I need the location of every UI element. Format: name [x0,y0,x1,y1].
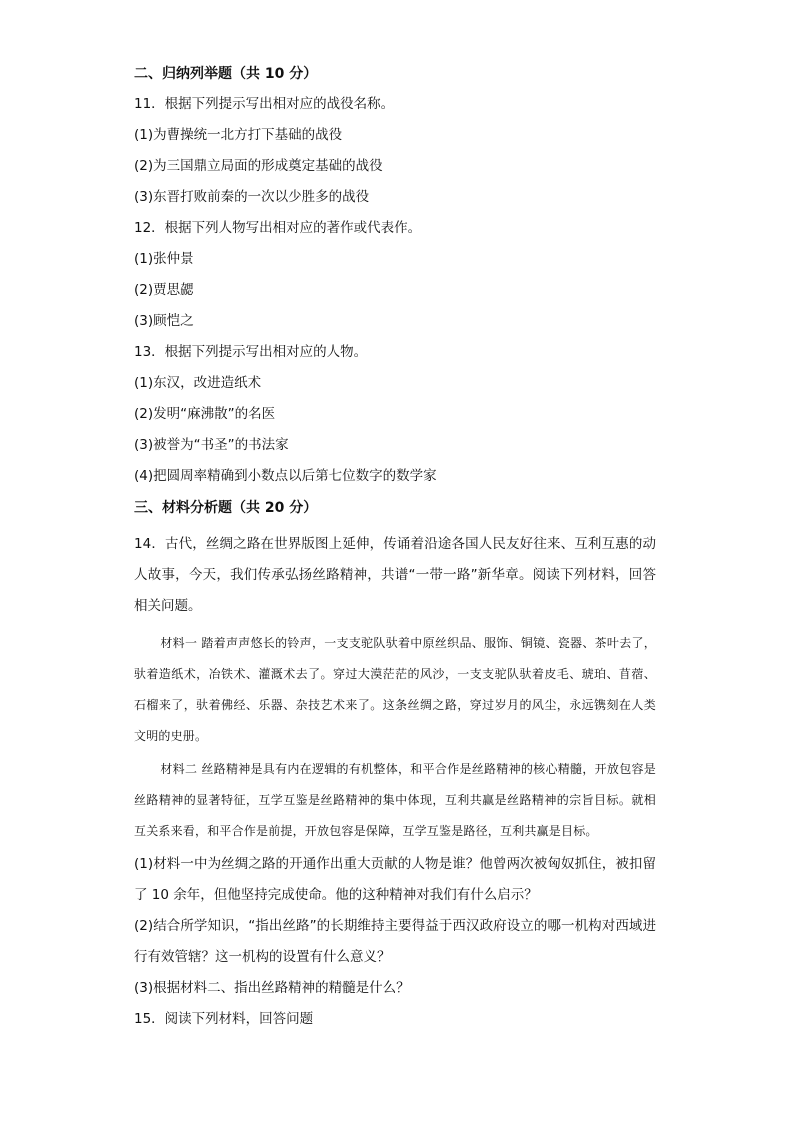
question-13-stem: 13．根据下列提示写出相对应的人物。 [134,344,368,360]
question-14-stem: 14．古代，丝绸之路在世界版图上延伸，传诵着沿途各国人民友好往来、互利互惠的动人故事，今天，我们传承弘扬丝路精神，共谱“一带一路”新华章。阅读下列材料，回答相关问题。 [134,536,656,614]
section-2-title: 二、归纳列举题（共 10 分） [134,66,318,82]
question-14-sub-1: (1)材料一中为丝绸之路的开通作出重大贡献的人物是谁？他曾两次被匈奴抓住，被扣留了 10 余年，但他坚持完成使命。他的这种精神对我们有什么启示？ [134,856,656,903]
question-13-item-4: (4)把圆周率精确到小数点以后第七位数字的数学家 [134,468,437,484]
question-11-item-2: (2)为三国鼎立局面的形成奠定基础的战役 [134,158,383,174]
question-12-item-3: (3)顾恺之 [134,313,194,329]
question-13-item-1: (1)东汉，改进造纸术 [134,375,262,391]
question-11-item-1: (1)为曹操统一北方打下基础的战役 [134,127,343,143]
question-12-stem: 12．根据下列人物写出相对应的著作或代表作。 [134,220,422,236]
question-11-stem: 11．根据下列提示写出相对应的战役名称。 [134,96,395,112]
question-14-sub-3: (3)根据材料二、指出丝路精神的精髓是什么？ [134,980,410,996]
question-13-item-2: (2)发明“麻沸散”的名医 [134,406,276,422]
question-11-item-3: (3)东晋打败前秦的一次以少胜多的战役 [134,189,370,205]
question-14-sub-2: (2)结合所学知识，“指出丝路”的长期维持主要得益于西汉政府设立的哪一机构对西域进行有效管辖？这一机构的设置有什么意义？ [134,918,656,965]
question-14-material-2: 材料二 丝路精神是具有内在逻辑的有机整体，和平合作是丝路精神的核心精髓，开放包容是丝路精神的显著特征，互学互鉴是丝路精神的集中体现，互利共赢是丝路精神的宗旨目标。就相互关系来看，和平合作是前提，开放包容是保障，互学互鉴是路径，互利共赢是目标。 [134,762,656,838]
question-15-stem: 15．阅读下列材料，回答问题 [134,1011,314,1027]
section-3-title: 三、材料分析题（共 20 分） [134,500,318,516]
question-12-item-2: (2)贾思勰 [134,282,194,298]
question-12-item-1: (1)张仲景 [134,251,194,267]
question-13-item-3: (3)被誉为“书圣”的书法家 [134,437,289,453]
question-14-material-1: 材料一 踏着声声悠长的铃声，一支支驼队驮着中原丝织品、服饰、铜镜、瓷器、茶叶去了，驮着造纸术，冶铁术、灌溉术去了。穿过大漠茫茫的风沙，一支支驼队驮着皮毛、琥珀、苜蓿、石榴来了，驮着佛经、乐器、杂技艺术来了。这条丝绸之路，穿过岁月的风尘，永远镌刻在人类文明的史册。 [134,636,656,743]
